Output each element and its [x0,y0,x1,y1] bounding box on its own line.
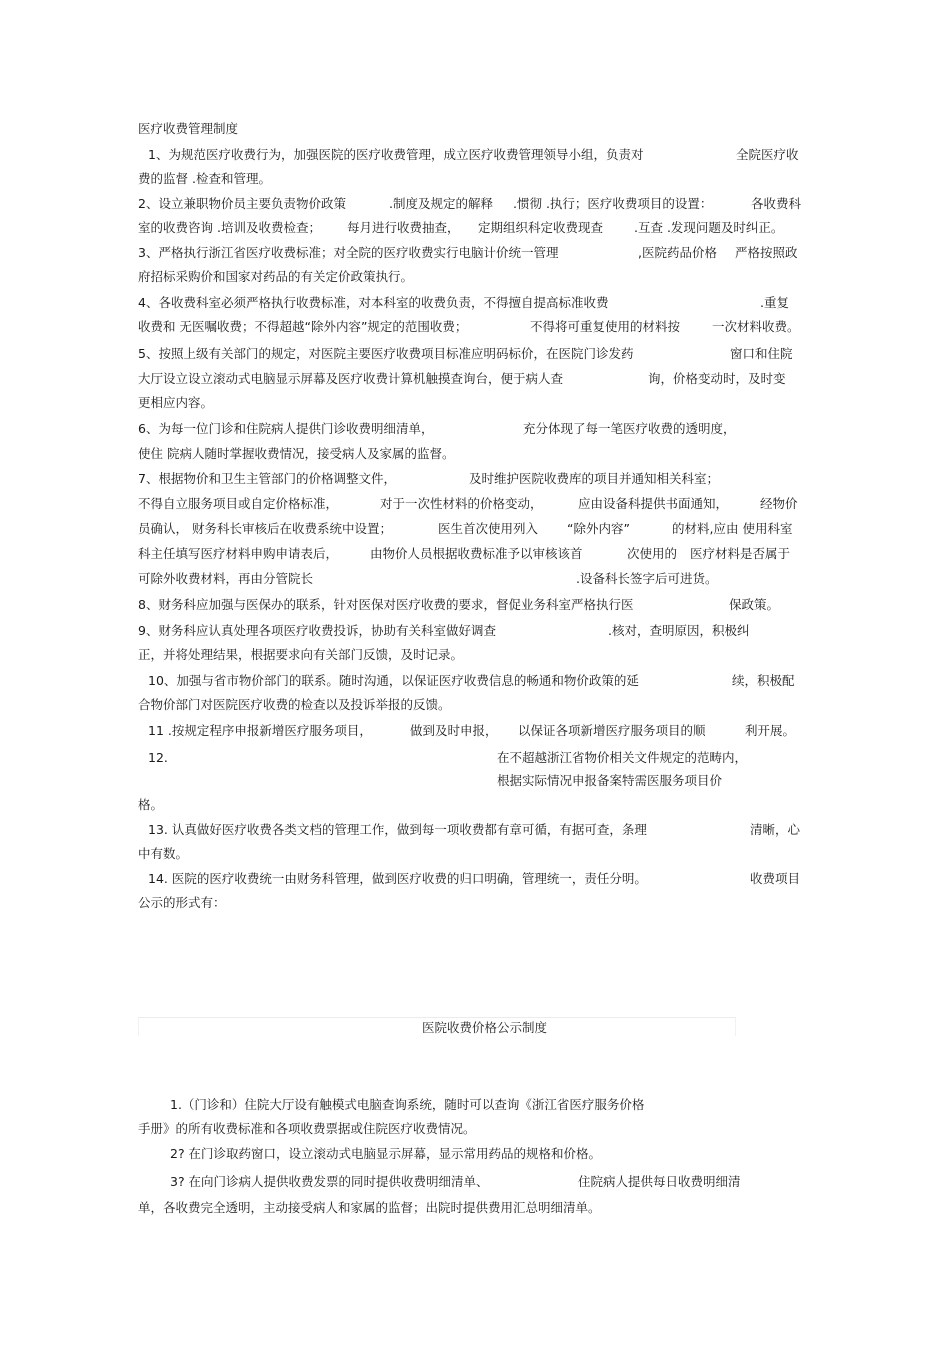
text-line: .制度及规定的解释 [389,196,493,211]
section-title: 医院收费价格公示制度 [422,1020,548,1035]
text-line: 医生首次使用列入 [438,521,539,536]
text-line: 每月进行收费抽查， [347,220,460,235]
text-line: 格。 [138,797,164,812]
text-line: 公示的形式有： [138,895,226,910]
text-line: 做到及时申报， [410,723,498,738]
text-line: 医疗材料是否属于 [690,546,791,561]
section-title: 医疗收费管理制度 [138,121,239,136]
text-line: 充分体现了每一笔医疗收费的透明度， [523,421,736,436]
text-line: 可除外收费材料，再由分管院长 [138,571,314,586]
text-line: 8、财务科应加强与医保办的联系，针对医保对医疗收费的要求，督促业务科室严格执行医 [138,597,634,612]
text-line: 续，积极配 [732,673,795,688]
text-line: 合物价部门对医院医疗收费的检查以及投诉举报的反馈。 [138,697,451,712]
text-line: 使住 院病人随时掌握收费情况，接受病人及家属的监督。 [138,446,455,461]
text-line: 以保证各项新增医疗服务项目的顺 [518,723,706,738]
text-line: 收费和 无医嘱收费；不得超越“除外内容”规定的范围收费； [138,319,468,334]
text-line: 次使用的 [627,546,678,561]
text-line: 手册》的所有收费标准和各项收费票据或住院医疗收费情况。 [138,1121,476,1136]
text-line: 14. 医院的医疗收费统一由财务科管理，做到医疗收费的归口明确，管理统一，责任分明。 [148,871,647,886]
text-line: 全院医疗收 [736,147,799,162]
text-line: 的材料,应由 使用科室 [672,521,793,536]
text-line: 11 .按规定程序申报新增医疗服务项目， [148,723,372,738]
text-line: 3、严格执行浙江省医疗收费标准；对全院的医疗收费实行电脑计价统一管理 [138,245,559,260]
text-line: 大厅设立设立滚动式电脑显示屏幕及医疗收费计算机触摸查询台，便于病人查 [138,371,564,386]
text-line: 对于一次性材料的价格变动， [380,496,543,511]
text-line: 7、根据物价和卫生主管部门的价格调整文件， [138,471,396,486]
text-line: 13. 认真做好医疗收费各类文档的管理工作，做到每一项收费都有章可循，有据可查，条理 [148,822,647,837]
text-line: 收费项目 [750,871,801,886]
text-line: 更相应内容。 [138,395,214,410]
text-line: 定期组织科定收费现查 [478,220,604,235]
text-line: 府招标采购价和国家对药品的有关定价政策执行。 [138,269,414,284]
text-line: 科主任填写医疗材料申购申请表后， [138,546,339,561]
text-line: 不得自立服务项目或自定价格标准， [138,496,339,511]
text-line: 5、按照上级有关部门的规定，对医院主要医疗收费项目标准应明码标价，在医院门诊发药 [138,346,634,361]
text-line: 不得将可重复使用的材料按 [530,319,681,334]
text-line: “除外内容” [567,521,630,536]
text-line: 1.（门诊和）住院大厅设有触模式电脑查询系统，随时可以查询《浙江省医疗服务价格 [170,1097,645,1112]
text-line: 由物价人员根据收费标准予以审核该首 [370,546,583,561]
text-line: 正，并将处理结果，根据要求向有关部门反馈，及时记录。 [138,647,464,662]
text-line: 及时维护医院收费库的项目并通知相关科室； [469,471,720,486]
text-line: 9、财务科应认真处理各项医疗收费投诉，协助有关科室做好调查 [138,623,496,638]
text-line: 10、加强与省市物价部门的联系。随时沟通，以保证医疗收费信息的畅通和物价政策的延 [148,673,639,688]
text-line: .核对，查明原因，积极纠 [608,623,750,638]
text-line: 员确认， 财务科长审核后在收费系统中设置； [138,521,392,536]
text-line: 询，价格变动时，及时变 [648,371,786,386]
text-line: .惯彻 .执行；医疗收费项目的设置： [513,196,713,211]
text-line: 应由设备科提供书面通知， [578,496,729,511]
text-line: 费的监督 .检查和管理。 [138,171,271,186]
text-line: 12. [148,750,168,765]
text-line: 单，各收费完全透明，主动接受病人和家属的监督；出院时提供费用汇总明细清单。 [138,1200,601,1215]
text-line: ,医院药品价格 [638,245,717,260]
text-line: 保政策。 [729,597,780,612]
text-line: 利开展。 [745,723,796,738]
text-line: 清晰，心 [750,822,801,837]
text-line: 1、为规范医疗收费行为，加强医院的医疗收费管理，成立医疗收费管理领导小组，负责对 [148,147,644,162]
text-line: 在不超越浙江省物价相关文件规定的范畴内， [497,750,748,765]
text-line: 2、设立兼职物价员主要负责物价政策 [138,196,346,211]
text-line: .互查 .发现问题及时纠正。 [634,220,784,235]
text-line: .重复 [760,295,789,310]
text-line: 根据实际情况申报备案特需医服务项目价 [497,773,723,788]
text-line: 窗口和住院 [730,346,793,361]
text-line: 6、为每一位门诊和住院病人提供门诊收费明细清单， [138,421,434,436]
text-line: 4、各收费科室必须严格执行收费标准，对本科室的收费负责，不得擅自提高标准收费 [138,295,609,310]
text-line: 室的收费咨询 .培训及收费检查； [138,220,321,235]
text-line: 各收费科 [751,196,802,211]
text-line: 一次材料收费。 [712,319,800,334]
text-line: .设备科长签字后可进货。 [576,571,718,586]
text-line: 2? 在门诊取药窗口，设立滚动式电脑显示屏幕，显示常用药品的规格和价格。 [170,1146,602,1161]
text-line: 3? 在向门诊病人提供收费发票的同时提供收费明细清单、 [170,1174,489,1189]
text-line: 经物价 [760,496,798,511]
text-line: 中有数。 [138,846,189,861]
text-line: 住院病人提供每日收费明细清 [578,1174,741,1189]
text-line: 严格按照政 [735,245,798,260]
